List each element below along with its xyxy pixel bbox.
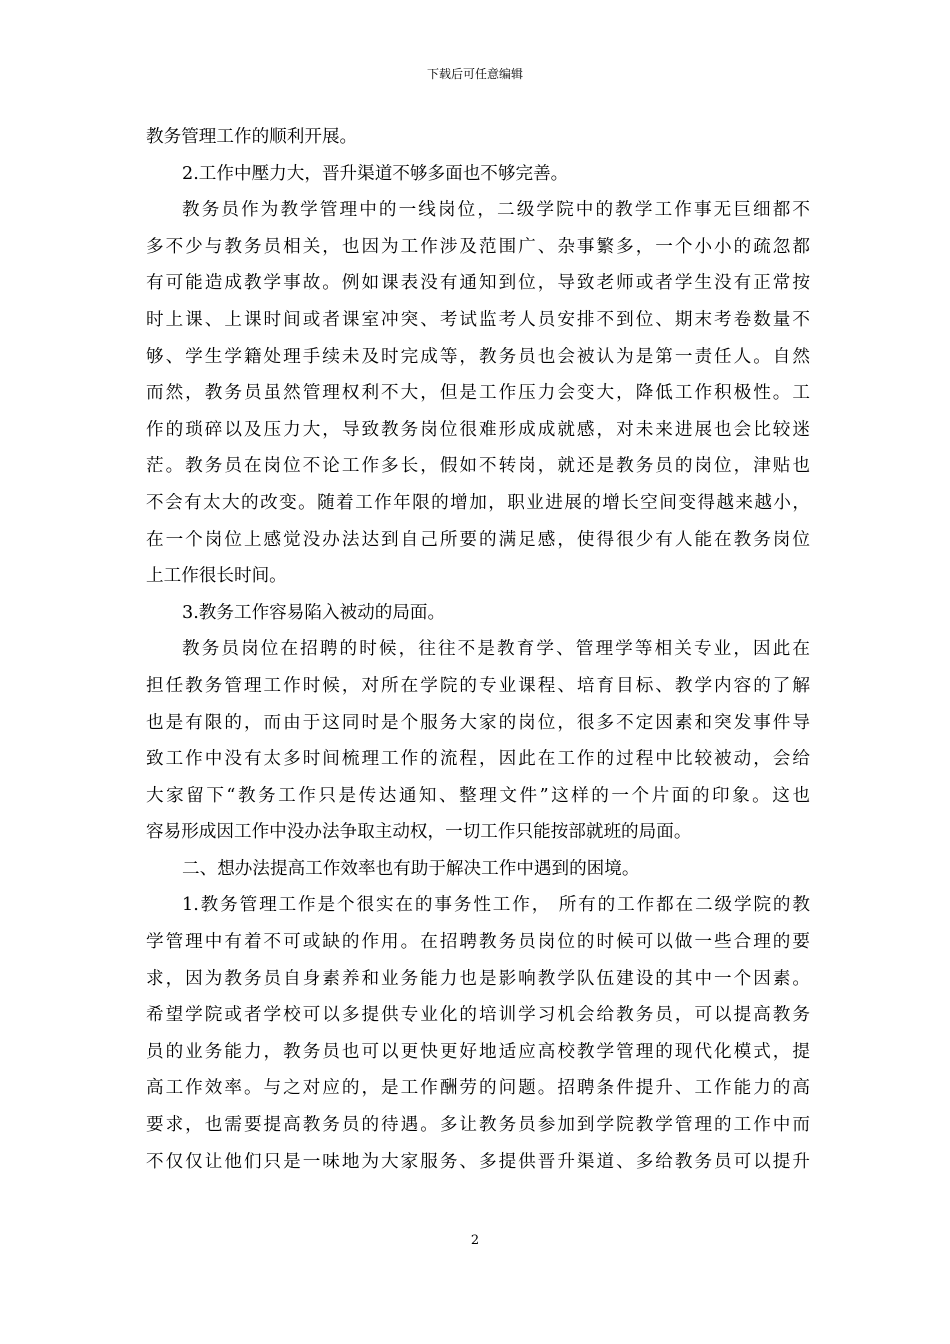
text-line: 高工作效率。与之对应的，是工作酬劳的问题。招聘条件提升、工作能力的高	[146, 1078, 810, 1099]
text-line: 作的琐碎以及压力大，导致教务岗位很难形成成就感，对未来进展也会比较迷	[146, 419, 810, 440]
document-body	[146, 119, 810, 1180]
text-line: 上工作很长时间。	[146, 566, 287, 587]
text-line: 教务员岗位在招聘的时候，往往不是教育学、管理学等相关专业，因此在	[182, 639, 810, 660]
text-line: 3.教务工作容易陷入被动的局面。	[182, 602, 446, 623]
text-line: 二、想办法提高工作效率也有助于解决工作中遇到的困境。	[182, 858, 640, 879]
text-line: 求，因为教务员自身素养和业务能力也是影响教学队伍建设的其中一个因素。	[146, 968, 810, 989]
text-line: 有可能造成教学事故。例如课表没有通知到位，导致老师或者学生没有正常按	[146, 273, 810, 294]
text-line: 不仅仅让他们只是一味地为大家服务、多提供晋升渠道、多给教务员可以提升	[146, 1151, 810, 1172]
text-line: 希望学院或者学校可以多提供专业化的培训学习机会给教务员，可以提高教务	[146, 1005, 810, 1026]
text-line: 1.教务管理工作是个很实在的事务性工作， 所有的工作都在二级学院的教	[182, 895, 810, 916]
text-line: 员的业务能力，教务员也可以更快更好地适应高校教学管理的现代化模式，提	[146, 1041, 810, 1062]
text-line: 致工作中没有太多时间梳理工作的流程，因此在工作的过程中比较被动，会给	[146, 749, 810, 770]
text-line: 2.工作中壓力大，晋升渠道不够多面也不够完善。	[182, 163, 569, 184]
text-line: 要求，也需要提高教务员的待遇。多让教务员参加到学院教学管理的工作中而	[146, 1115, 810, 1136]
text-line: 容易形成因工作中没办法争取主动权，一切工作只能按部就班的局面。	[146, 822, 692, 843]
text-line: 学管理中有着不可或缺的作用。在招聘教务员岗位的时候可以做一些合理的要	[146, 932, 810, 953]
text-line: 不会有太大的改变。随着工作年限的增加，职业进展的增长空间变得越来越小，	[146, 492, 810, 513]
text-line: 茫。教务员在岗位不论工作多长，假如不转岗，就还是教务员的岗位，津贴也	[146, 456, 810, 477]
text-line: 够、学生学籍处理手续未及时完成等，教务员也会被认为是第一责任人。自然	[146, 346, 810, 367]
page-header: 下载后可任意编辑	[426, 67, 523, 81]
text-line: 大家留下“教务工作只是传达通知、整理文件”这样的一个片面的印象。这也	[146, 785, 810, 806]
text-line: 在一个岗位上感觉没办法达到自己所要的满足感，使得很少有人能在教务岗位	[146, 529, 810, 550]
text-line: 也是有限的，而由于这同时是个服务大家的岗位，很多不定因素和突发事件导	[146, 712, 810, 733]
text-line: 教务员作为教学管理中的一线岗位，二级学院中的教学工作事无巨细都不	[182, 200, 810, 221]
text-line: 担任教务管理工作时候，对所在学院的专业课程、培育目标、教学内容的了解	[146, 675, 810, 696]
text-line: 时上课、上课时间或者课室冲突、考试监考人员安排不到位、期末考卷数量不	[146, 309, 810, 330]
page-number: 2	[470, 1233, 480, 1248]
text-line: 多不少与教务员相关，也因为工作涉及范围广、杂事繁多，一个小小的疏忽都	[146, 236, 810, 257]
text-line: 而然，教务员虽然管理权利不大，但是工作压力会变大，降低工作积极性。工	[146, 383, 810, 404]
text-line: 教务管理工作的顺利开展。	[146, 127, 358, 147]
